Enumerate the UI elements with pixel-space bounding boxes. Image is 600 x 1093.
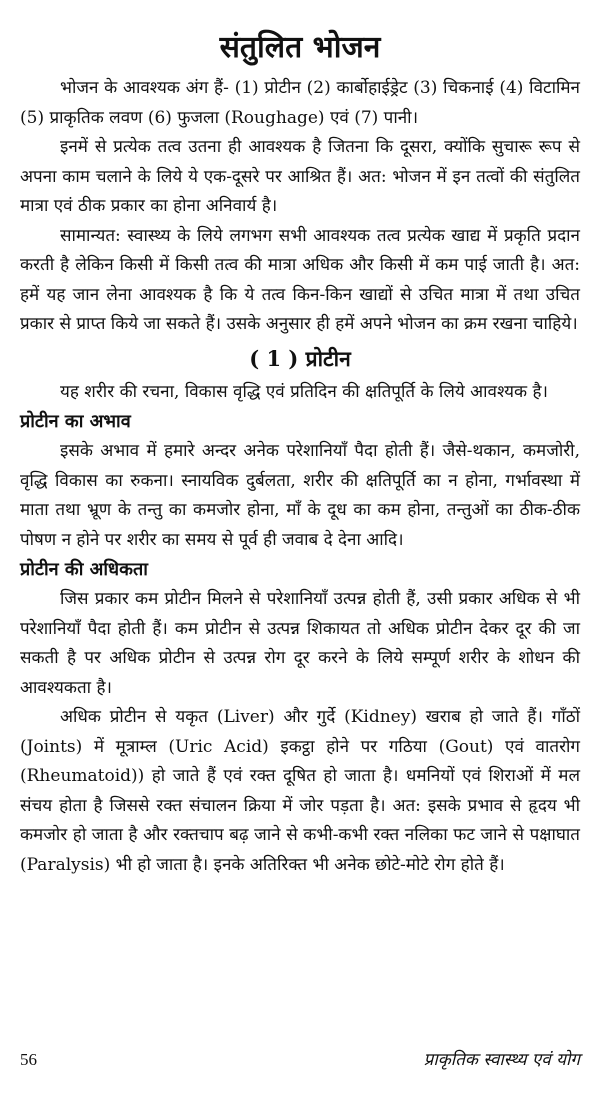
- section-heading-protein: ( 1 ) प्रोटीन: [249, 345, 351, 371]
- page-title: संतुलित भोजन: [219, 30, 381, 65]
- intro-paragraph-3: सामान्यत: स्वास्थ्य के लिये लगभग सभी आवश्यक तत्व प्रत्येक खाद्य में प्रकृति प्रदान करती है लेकिन किसी में किसी तत्व की मात्रा अधिक और किसी में कम पाई जाती है। अत: हमें यह जान लेना आवश्यक है कि ये तत्व किन-किन खाद्यों से उचित मात्रा में तथा उचित प्रकार से प्राप्त किये जा सकते हैं। उसके अनुसार ही हमें अपने भोजन का क्रम रखना चाहिये।: [20, 225, 580, 334]
- protein-intro-paragraph: यह शरीर की रचना, विकास वृद्धि एवं प्रतिदिन की क्षतिपूर्ति के लिये आवश्यक है।: [60, 381, 548, 402]
- subheading-protein-deficiency: प्रोटीन का अभाव: [20, 411, 131, 432]
- intro-paragraph-1: भोजन के आवश्यक अंग हैं- (1) प्रोटीन (2) कार्बोहाईड्रेट (3) चिकनाई (4) विटामिन (5) प्राकृतिक लवण (6) फुजला (Roughage) एवं (7) पानी।: [20, 78, 580, 128]
- excess-paragraph-1: जिस प्रकार कम प्रोटीन मिलने से परेशानियाँ उत्पन्न होती हैं, उसी प्रकार अधिक से भी परेशानियाँ पैदा होती हैं। कम प्रोटीन से उत्पन्न शिकायत तो अधिक प्रोटीन देकर दूर की जा सकती है पर अधिक प्रोटीन से उत्पन्न रोग दूर करने के लिये सम्पूर्ण शरीर के शोधन की आवश्यकता है।: [20, 589, 580, 698]
- intro-paragraph-2: इनमें से प्रत्येक तत्व उतना ही आवश्यक है जितना कि दूसरा, क्योंकि सुचारू रूप से अपना काम चलाने के लिये ये एक-दूसरे पर आश्रित हैं। अत: भोजन में इन तत्वों की संतुलित मात्रा एवं ठीक प्रकार का होना अनिवार्य है।: [20, 137, 580, 216]
- deficiency-paragraph: इसके अभाव में हमारे अन्दर अनेक परेशानियाँ पैदा होती हैं। जैसे-थकान, कमजोरी, वृद्धि विकास का रुकना। स्नायविक दुर्बलता, शरीर की क्षतिपूर्ति का न होना, गर्भावस्था में माता तथा भ्रूण के तन्तु का कमजोर होना, माँ के दूध का कम होना, तन्तुओं का ठीक-ठीक पोषण न होने पर शरीर का समय से पूर्व ही जवाब दे देना आदि।: [20, 441, 580, 550]
- page-number: 56: [20, 1049, 37, 1069]
- excess-paragraph-2: अधिक प्रोटीन से यकृत (Liver) और गुर्दे (Kidney) खराब हो जाते हैं। गाँठों (Joints) में मूत्राम्ल (Uric Acid) इकट्ठा होने पर गठिया (Gout) एवं वातरोग (Rheumatoid)) हो जाते हैं एवं रक्त दूषित हो जाता है। धमनियों एवं शिराओं में मल संचय होता है जिससे रक्त संचालन क्रिया में जोर पड़ता है। अत: इसके प्रभाव से हृदय भी कमजोर हो जाता है और रक्तचाप बढ़ जाने से कभी-कभी रक्त नलिका फट जाने से पक्षाघात (Paralysis) भी हो जाता है। इनके अतिरिक्त भी अनेक छोटे-मोटे रोग होते हैं।: [20, 707, 580, 875]
- page-footer: [20, 1045, 580, 1076]
- book-title: प्राकृतिक स्वास्थ्य एवं योग: [423, 1049, 580, 1070]
- subheading-protein-excess: प्रोटीन की अधिकता: [20, 559, 148, 580]
